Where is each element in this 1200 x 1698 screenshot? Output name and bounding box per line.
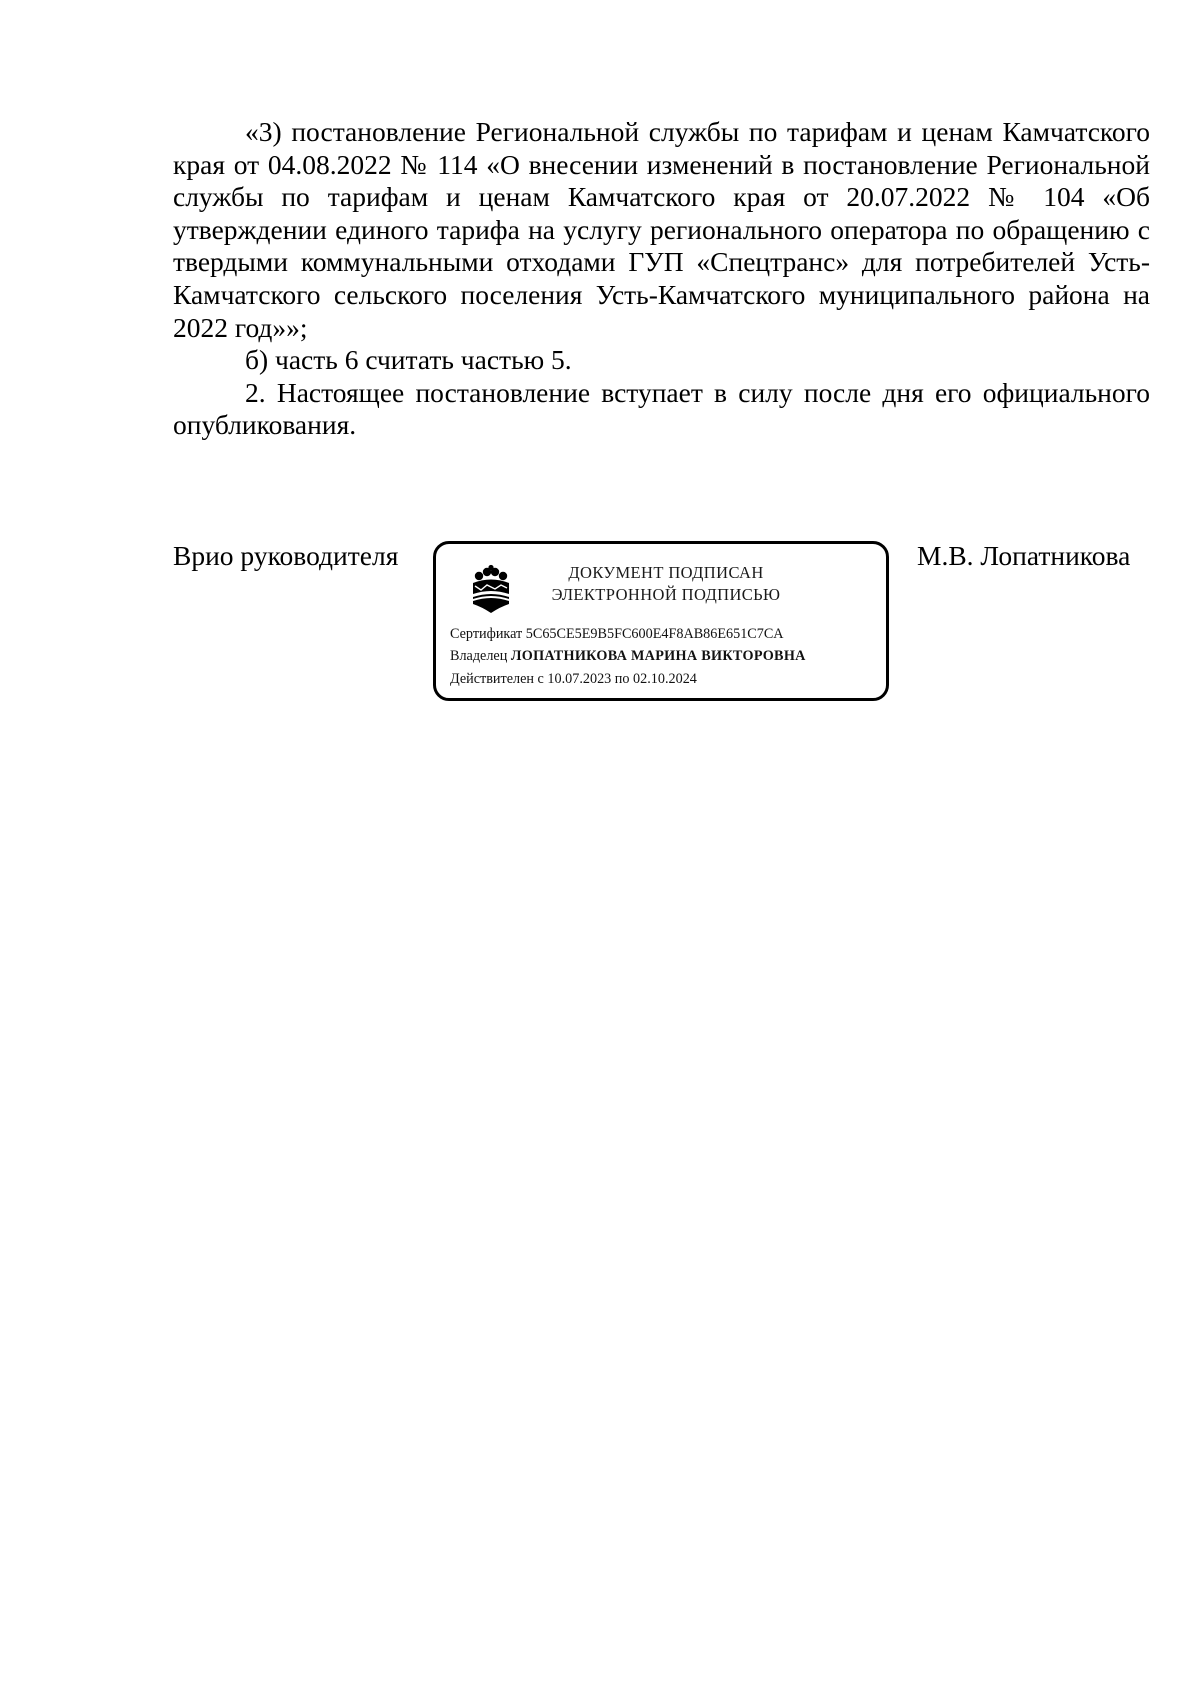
stamp-owner-line: [450, 645, 806, 667]
stamp-certificate-line: [450, 623, 806, 645]
owner-value: ЛОПАТНИКОВА МАРИНА ВИКТОРОВНА: [510, 648, 806, 665]
document-body: [173, 116, 1150, 442]
paragraph-amendment-item-3: «3) постановление Региональной службы по тарифам и ценам Камчатского края от 04.08.2022 № 114 «О внесении изменений в постановление Региональной службы по тарифам и ценам Камчатского края от 20.07.2022 № 104 «Об утверждении единого тарифа на услугу регионального оператора по обращению с твердыми коммунальными отходами ГУП «Спецтранс» для потребителей Усть-Камчатского сельского поселения Усть-Камчатского муниципального района на 2022 год»»;: [173, 116, 1150, 343]
valid-from-date: 10.07.2023: [547, 670, 612, 687]
stamp-validity-line: [450, 668, 806, 690]
certificate-value: 5C65CE5E9B5FC600E4F8AB86E651C7CA: [525, 626, 784, 642]
certificate-label: Сертификат: [450, 626, 523, 642]
kamchatka-emblem-icon: [470, 564, 512, 614]
stamp-details: [450, 623, 806, 690]
owner-label: Владелец: [450, 648, 508, 665]
signer-position: Врио руководителя: [173, 540, 399, 571]
paragraph-part-renumbering: б) часть 6 считать частью 5.: [245, 344, 572, 376]
stamp-header-line-1: ДОКУМЕНТ ПОДПИСАН: [568, 563, 764, 582]
valid-to-date: 02.10.2024: [633, 670, 697, 687]
signer-name: М.В. Лопатникова: [917, 540, 1131, 571]
paragraph-entry-into-force: 2. Настоящее постановление вступает в силу после дня его официального опубликования.: [173, 376, 1150, 441]
valid-to-prefix: по: [614, 670, 630, 687]
electronic-signature-stamp: [433, 541, 889, 701]
valid-label: Действителен: [450, 670, 534, 687]
stamp-header-line-2: ЭЛЕКТРОННОЙ ПОДПИСЬЮ: [551, 585, 781, 604]
valid-from-prefix: с: [537, 670, 544, 687]
stamp-header: [536, 562, 796, 606]
